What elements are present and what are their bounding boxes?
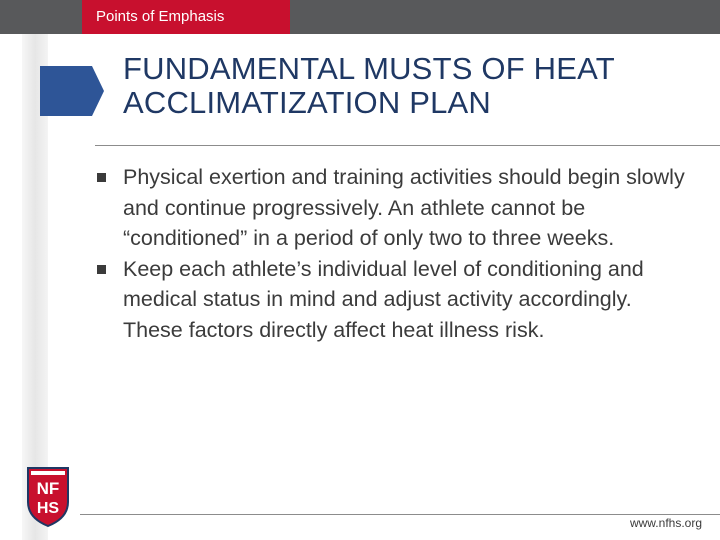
footer-divider — [80, 514, 720, 515]
logo-text-top: NF — [36, 479, 60, 498]
bullet-text: Physical exertion and training activities should begin slowly and continue progressively. An athlete cannot be “conditioned” in a period of only two to three weeks. — [123, 165, 685, 250]
bullet-item — [96, 162, 696, 254]
title-divider — [95, 145, 720, 146]
section-label: Points of Emphasis — [82, 0, 290, 34]
bullet-icon — [97, 173, 106, 182]
bullet-text: Keep each athlete’s individual level of conditioning and medical status in mind and adjust activity accordingly. These factors directly affect heat illness risk. — [123, 256, 644, 342]
bullet-item — [96, 254, 696, 346]
bullet-icon — [97, 265, 106, 274]
nfhs-logo-icon — [25, 466, 71, 528]
bullet-list — [96, 162, 696, 345]
footer-url: www.nfhs.org — [629, 516, 702, 530]
logo-text-bottom: HS — [36, 500, 60, 517]
title-marker-icon — [40, 66, 104, 116]
slide-title: FUNDAMENTAL MUSTS OF HEAT ACCLIMATIZATION PLAN — [123, 51, 615, 120]
